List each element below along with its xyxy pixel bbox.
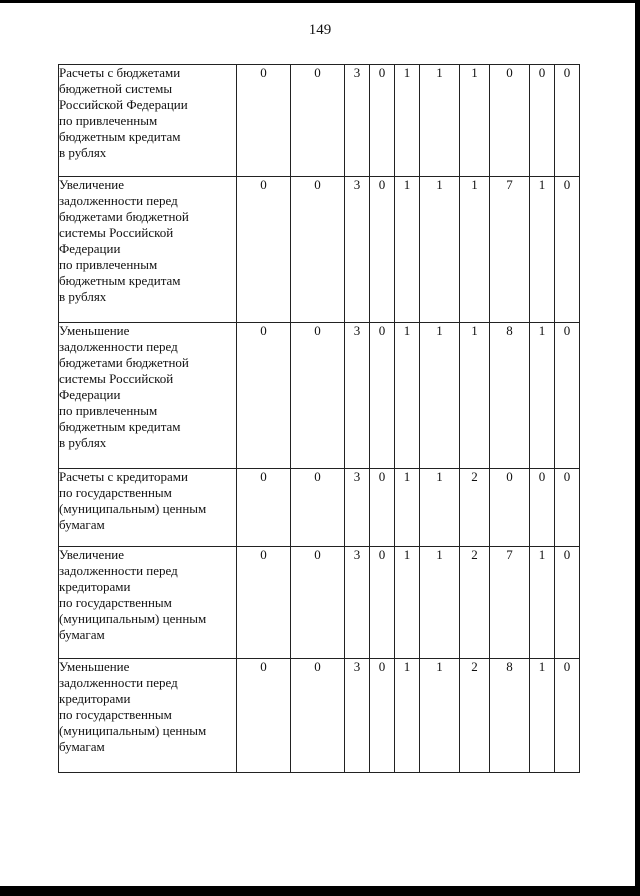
code-digit: 3 xyxy=(345,659,370,773)
code-digit: 0 xyxy=(237,323,291,469)
code-digit: 8 xyxy=(490,659,530,773)
code-digit: 1 xyxy=(530,547,555,659)
code-digit: 0 xyxy=(291,469,345,547)
row-label: Расчеты с бюджетами бюджетной системы Российской Федерации по привлеченным бюджетным кредитам в рублях xyxy=(59,65,237,177)
code-digit: 1 xyxy=(530,323,555,469)
code-digit: 1 xyxy=(460,177,490,323)
code-digit: 2 xyxy=(460,469,490,547)
code-digit: 0 xyxy=(490,65,530,177)
code-digit: 1 xyxy=(395,177,420,323)
code-digit: 0 xyxy=(555,547,580,659)
code-digit: 0 xyxy=(530,469,555,547)
table-row xyxy=(59,65,580,177)
code-digit: 0 xyxy=(237,65,291,177)
code-digit: 3 xyxy=(345,469,370,547)
code-digit: 0 xyxy=(291,547,345,659)
code-digit: 0 xyxy=(555,65,580,177)
table-row xyxy=(59,469,580,547)
code-digit: 3 xyxy=(345,65,370,177)
code-digit: 0 xyxy=(370,547,395,659)
table-row xyxy=(59,659,580,773)
code-digit: 3 xyxy=(345,547,370,659)
table-row xyxy=(59,177,580,323)
code-digit: 1 xyxy=(420,65,460,177)
code-digit: 1 xyxy=(460,65,490,177)
code-digit: 7 xyxy=(490,177,530,323)
scan-border-top xyxy=(0,0,640,3)
code-digit: 1 xyxy=(420,547,460,659)
code-digit: 1 xyxy=(530,659,555,773)
code-digit: 2 xyxy=(460,547,490,659)
code-digit: 0 xyxy=(490,469,530,547)
code-digit: 1 xyxy=(395,547,420,659)
code-digit: 2 xyxy=(460,659,490,773)
code-digit: 1 xyxy=(395,65,420,177)
table-row xyxy=(59,547,580,659)
code-digit: 8 xyxy=(490,323,530,469)
code-digit: 0 xyxy=(555,469,580,547)
code-digit: 1 xyxy=(395,659,420,773)
row-label: Увеличение задолженности перед бюджетами бюджетной системы Российской Федерации по привлеченным бюджетным кредитам в рублях xyxy=(59,177,237,323)
code-digit: 0 xyxy=(237,659,291,773)
row-label: Уменьшение задолженности перед кредиторами по государственным (муниципальным) ценным бумагам xyxy=(59,659,237,773)
account-code-table xyxy=(58,64,580,773)
scan-border-bottom xyxy=(0,886,640,896)
code-digit: 0 xyxy=(370,65,395,177)
code-digit: 1 xyxy=(395,323,420,469)
row-label: Уменьшение задолженности перед бюджетами бюджетной системы Российской Федерации по привлеченным бюджетным кредитам в рублях xyxy=(59,323,237,469)
code-digit: 0 xyxy=(237,177,291,323)
table-row xyxy=(59,323,580,469)
code-digit: 1 xyxy=(395,469,420,547)
code-digit: 1 xyxy=(420,177,460,323)
code-digit: 1 xyxy=(420,469,460,547)
code-digit: 0 xyxy=(237,469,291,547)
code-digit: 0 xyxy=(555,323,580,469)
code-digit: 0 xyxy=(370,659,395,773)
code-digit: 0 xyxy=(370,177,395,323)
code-digit: 7 xyxy=(490,547,530,659)
code-digit: 0 xyxy=(291,177,345,323)
code-digit: 1 xyxy=(460,323,490,469)
code-digit: 1 xyxy=(420,323,460,469)
code-digit: 0 xyxy=(555,177,580,323)
scan-border-right xyxy=(635,0,640,896)
code-digit: 0 xyxy=(370,469,395,547)
code-digit: 3 xyxy=(345,177,370,323)
code-digit: 3 xyxy=(345,323,370,469)
code-digit: 0 xyxy=(555,659,580,773)
row-label: Расчеты с кредиторами по государственным (муниципальным) ценным бумагам xyxy=(59,469,237,547)
code-digit: 0 xyxy=(530,65,555,177)
code-digit: 0 xyxy=(237,547,291,659)
code-digit: 0 xyxy=(291,323,345,469)
code-digit: 0 xyxy=(291,65,345,177)
code-digit: 1 xyxy=(530,177,555,323)
row-label: Увеличение задолженности перед кредиторами по государственным (муниципальным) ценным бумагам xyxy=(59,547,237,659)
code-digit: 0 xyxy=(370,323,395,469)
page-number: 149 xyxy=(308,22,332,38)
code-digit: 1 xyxy=(420,659,460,773)
code-digit: 0 xyxy=(291,659,345,773)
